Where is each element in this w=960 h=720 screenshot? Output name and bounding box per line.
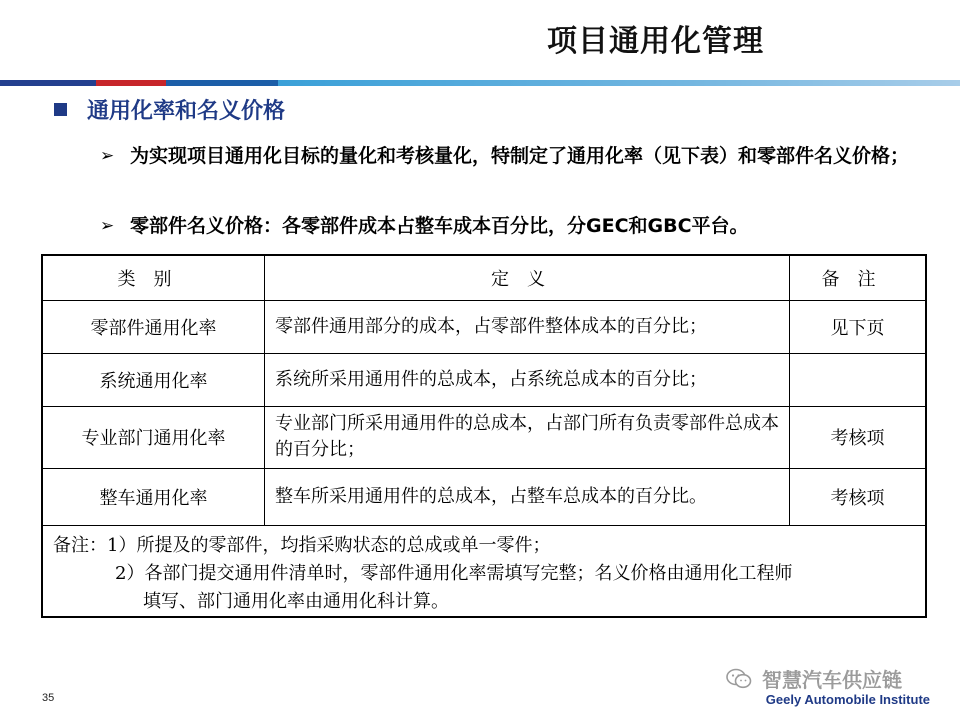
square-bullet-icon (54, 103, 67, 116)
section-heading-text: 通用化率和名义价格 (87, 99, 286, 124)
header-category: 类别 (43, 256, 265, 300)
bullet-point-2 (100, 212, 920, 240)
cell-category: 专业部门通用化率 (43, 406, 265, 468)
cell-remark (790, 353, 926, 406)
cell-definition: 系统所采用通用件的总成本，占系统总成本的百分比； (265, 353, 790, 406)
cell-definition: 整车所采用通用件的总成本，占整车总成本的百分比。 (265, 468, 790, 525)
bullet-point-1 (100, 142, 920, 170)
table-row (43, 300, 925, 353)
header-remark: 备注 (790, 256, 926, 300)
commonality-table (41, 254, 927, 618)
wechat-icon (726, 668, 752, 690)
arrow-right-icon: ➢ (100, 146, 115, 166)
divider-segment-light-blue (278, 80, 960, 86)
cell-category: 整车通用化率 (43, 468, 265, 525)
divider-segment-blue (166, 80, 278, 86)
title-divider-bar (0, 80, 960, 86)
bullet-point-2-text: 零部件名义价格：各零部件成本占整车成本百分比，分GEC和GBC平台。 (130, 215, 749, 237)
table-row (43, 353, 925, 406)
watermark (726, 664, 902, 693)
note-line-1: 备注：1）所提及的零部件，均指采购状态的总成或单一零件； (53, 534, 551, 556)
cell-definition: 专业部门所采用通用件的总成本，占部门所有负责零部件总成本的百分比； (265, 406, 790, 468)
note-line-2: 2）各部门提交通用件清单时，零部件通用化率需填写完整；名义价格由通用化工程师 (115, 562, 793, 584)
cell-category: 系统通用化率 (43, 353, 265, 406)
table-notes-cell (43, 525, 925, 627)
institute-name: Geely Automobile Institute (765, 692, 930, 707)
bullet-point-1-text: 为实现项目通用化目标的量化和考核量化，特制定了通用化率（见下表）和零部件名义价格； (130, 145, 910, 167)
cell-remark: 见下页 (790, 300, 926, 353)
table-row (43, 468, 925, 525)
arrow-right-icon: ➢ (100, 216, 115, 236)
table-row (43, 406, 925, 468)
cell-category: 零部件通用化率 (43, 300, 265, 353)
watermark-text: 智慧汽车供应链 (762, 668, 902, 692)
page-number: 35 (42, 692, 55, 704)
divider-segment-navy (0, 80, 96, 86)
note-line-3: 填写、部门通用化率由通用化科计算。 (143, 590, 449, 612)
table-header-row (43, 256, 925, 300)
table-notes-row (43, 525, 925, 627)
divider-segment-red (96, 80, 166, 86)
cell-definition: 零部件通用部分的成本，占零部件整体成本的百分比； (265, 300, 790, 353)
commonality-table-grid (43, 256, 925, 627)
cell-remark: 考核项 (790, 406, 926, 468)
header-definition: 定义 (265, 256, 790, 300)
cell-remark: 考核项 (790, 468, 926, 525)
slide-title: 项目通用化管理 (547, 24, 764, 59)
section-heading (54, 94, 285, 125)
